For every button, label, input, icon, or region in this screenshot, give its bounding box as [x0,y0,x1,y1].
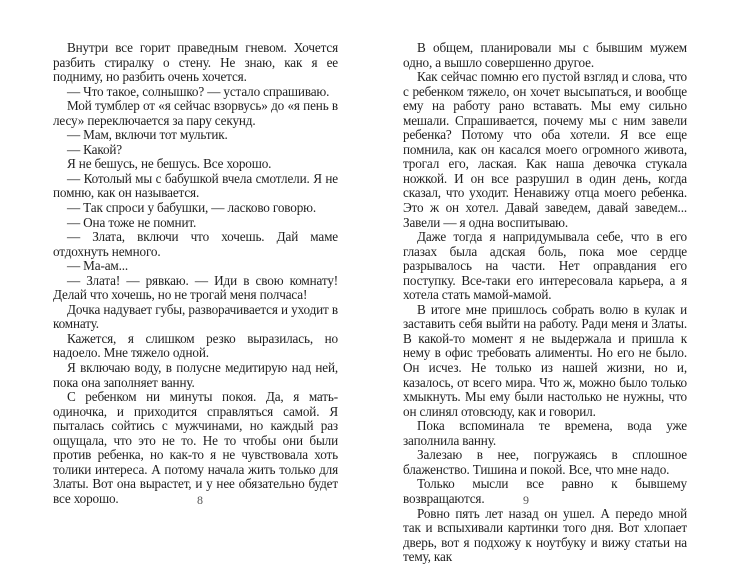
paragraph: В итоге мне пришлось собрать волю в кулак и заставить себя выйти на работу. Ради меня и Златы. В какой-то момент я не выдержала и пришла к нему в офис требовать алименты. Но его не было. Он исчез. Не только из нашей жизни, но и, казалось, от всего мира. Что ж, можно было только хмыкнуть. Мы ему были настолько не нужны, что он слинял отовсюду, как и говорил. [403,301,687,419]
paragraph: Я не бешусь, не бешусь. Все хорошо. [67,156,272,172]
paragraph: — Ма-ам... [67,258,129,274]
paragraph: — Что такое, солнышко? — устало спрашиваю. [67,83,330,99]
paragraph: — Так спроси у бабушки, — ласково говорю. [67,200,316,216]
right-page [366,0,732,565]
paragraph: Как сейчас помню его пустой взгляд и слова, что с ребенком тяжело, он хочет высыпаться, и вообще ему на работу рано вставать. Мы ему сильно мешали. Спрашивается, почему мы с ним завели ребенка? Потому что оба хотели. Я все еще помнила, как он касался моего огромного живота, трогал его, лаская. Как наша девочка стукала ножкой. И он все разрушил в один день, когда сказал, что уходит. Ненавижу отца моего ребенка. Это ж он хотел. Давай заведем, давай заведем... Завели — я одна воспитываю. [403,69,687,230]
paragraph: Внутри все горит праведным гневом. Хочется разбить стиралку о стену. Не знаю, как я ее подниму, но разбить очень хочется. [53,40,338,85]
paragraph: В общем, планировали мы с бывшим мужем одно, а вышло совершенно другое. [403,40,687,70]
paragraph: Мой тумблер от «я сейчас взорвусь» до «я пень в лесу» переключается за пару секунд. [53,98,338,128]
paragraph: Залезаю в нее, погружаясь в сплошное блаженство. Тишина и покой. Все, что мне надо. [403,447,687,477]
right-page-text [403,41,687,565]
paragraph: — Какой? [67,141,123,157]
paragraph: Даже тогда я напридумывала себе, что в его глазах была адская боль, пока мое сердце разрывалось на части. Нет оправдания его поступку. Все-таки его интересовала карьера, а я хотела стать мамой-мамой. [403,229,687,303]
paragraph: — Она тоже не помнит. [67,214,197,230]
paragraph: — Мам, включи тот мультик. [67,127,228,143]
paragraph: Дочка надувает губы, разворачивается и уходит в комнату. [53,301,338,332]
paragraph: Ровно пять лет назад он ушел. А передо мной так и вспыхивали картинки того дня. Вот хлопает дверь, вот я подхожу к ноутбуку и вижу статьи на тему, как [403,505,687,565]
paragraph: — Котолый мы с бабушкой вчела смотлели. Я не помню, как он называется. [53,170,338,201]
paragraph: Пока вспоминала те времена, вода уже заполнила ванну. [403,418,687,448]
paragraph: С ребенком ни минуты покоя. Да, я мать-одиночка, и приходится справляться самой. Я пыталась сойтись с мужчинами, но каждый раз ощущала, что это не то. Не то чтобы они были против ребенка, но как-то я не чувствовала хоть толики интереса. А потому начала жить только для Златы. Вот она вырастет, и у нее обязательно будет все хорошо. [53,389,338,506]
page-number: 9 [523,493,529,507]
page-number: 8 [197,493,203,507]
left-page [0,0,366,540]
paragraph: — Злата, включи что хочешь. Дай маме отдохнуть немного. [53,229,338,259]
paragraph: Кажется, я слишком резко выразилась, но надоело. Мне тяжело одной. [53,330,338,361]
paragraph: — Злата! — рявкаю. — Иди в свою комнату! Делай что хочешь, но не трогай меня полчаса! [53,272,338,303]
paragraph: Я включаю воду, в полусне медитирую над ней, пока она заполняет ванну. [53,360,338,390]
left-page-text [53,41,338,507]
paragraph: Только мысли все равно к бывшему возвращаются. [403,476,687,506]
